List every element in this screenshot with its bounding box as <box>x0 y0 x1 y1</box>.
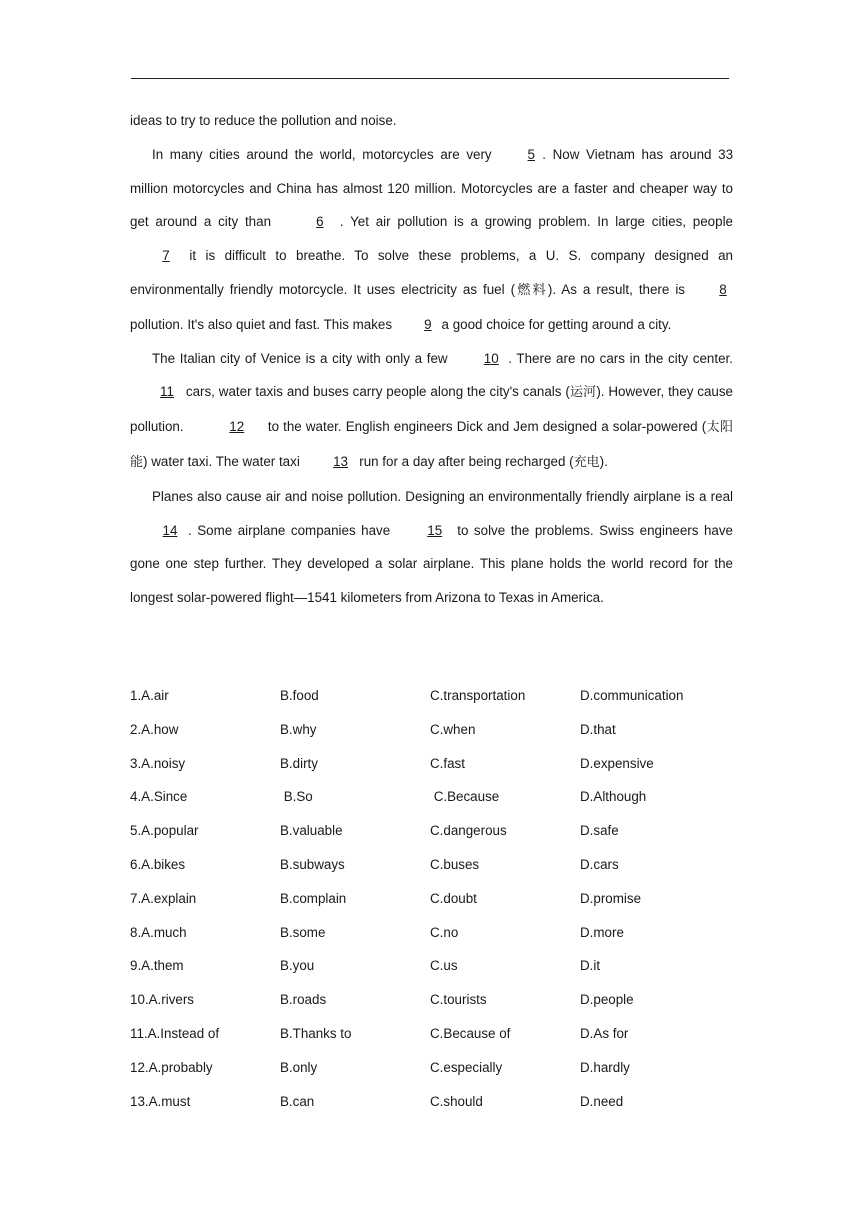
blank-15: 15 <box>427 522 443 538</box>
question-row <box>130 848 740 882</box>
reading-passage <box>130 104 733 615</box>
paragraph-text: pollution. It's also quiet and fast. This makes <box>130 316 396 332</box>
chinese-gloss: 燃料 <box>515 282 548 298</box>
blank-7: 7 <box>162 248 170 264</box>
paragraph-3 <box>130 342 733 480</box>
blank-9: 9 <box>424 316 432 332</box>
question-row <box>130 1051 740 1085</box>
paragraph-text: it is difficult to breathe. To solve these problems, a U. S. company designed an environmentally friendly motorcycle. It uses electricity as fuel ( <box>130 248 733 297</box>
paragraph-text: to solve the problems. Swiss engineers have gone one step further. They developed a solar airplane. This plane holds the world record for the longest solar-powered flight—1541 kilometers from Arizona to Texas in America. <box>130 522 733 606</box>
chinese-gloss: 运河 <box>569 385 597 401</box>
question-row <box>130 713 740 747</box>
option-b[interactable]: B.roads <box>280 992 327 1008</box>
paragraph-text: In many cities around the world, motorcycles are very <box>152 146 499 162</box>
paragraph-text: a good choice for getting around a city. <box>437 316 672 332</box>
option-d[interactable]: D.promise <box>580 890 642 906</box>
question-row <box>130 916 740 950</box>
option-d[interactable]: D.Although <box>580 789 647 805</box>
paragraph-2 <box>130 138 733 342</box>
option-b[interactable]: B.why <box>280 721 317 737</box>
chinese-gloss: 充电 <box>573 454 600 470</box>
option-a[interactable]: 7.A.explain <box>130 890 197 906</box>
paragraph-4 <box>130 480 733 615</box>
paragraph-text: . Some airplane companies have <box>188 522 396 538</box>
paragraph-text: ). As a result, there is <box>547 281 691 297</box>
option-a[interactable]: 1.A.air <box>130 688 169 703</box>
option-c[interactable]: C.us <box>430 958 458 974</box>
blank-14: 14 <box>162 522 178 538</box>
paragraph-text: cars, water taxis and buses carry people along the city's canals ( <box>182 384 570 400</box>
option-d[interactable]: D.people <box>580 992 634 1008</box>
option-c[interactable]: C.no <box>430 924 459 940</box>
option-a[interactable]: 5.A.popular <box>130 823 199 839</box>
paragraph-text: ) water taxi. The water taxi <box>143 453 304 469</box>
option-b[interactable]: B.So <box>280 789 313 805</box>
option-a[interactable]: 2.A.how <box>130 721 179 737</box>
chinese-gloss: 太阳能 <box>130 420 734 470</box>
option-d[interactable]: D.safe <box>580 823 619 839</box>
option-a[interactable]: 13.A.must <box>130 1093 191 1109</box>
option-b[interactable]: B.food <box>280 688 319 703</box>
paragraph-text: ). <box>599 453 608 469</box>
blank-11: 11 <box>160 384 174 400</box>
option-b[interactable]: B.subways <box>280 856 345 872</box>
question-row <box>130 814 740 848</box>
paragraph-text: . Yet air pollution is a growing problem. In large cities, people <box>339 214 733 230</box>
blank-10: 10 <box>483 350 499 366</box>
option-d[interactable]: D.it <box>580 958 601 974</box>
question-row <box>130 780 740 814</box>
paragraph-text: Planes also cause air and noise pollution. Designing an environmentally friendly airplane is a real <box>152 488 733 504</box>
question-row <box>130 1017 740 1051</box>
paragraph-text: ). However, they cause pollution. <box>130 384 733 435</box>
paragraph-text: run for a day after being recharged ( <box>355 453 574 469</box>
question-row <box>130 882 740 916</box>
question-row <box>130 983 740 1017</box>
option-c[interactable]: C.transportation <box>430 688 526 703</box>
option-a[interactable]: 10.A.rivers <box>130 992 194 1008</box>
option-c[interactable]: C.dangerous <box>430 823 507 839</box>
paragraph-text: to the water. English engineers Dick and Jem designed a solar-powered ( <box>263 419 707 435</box>
option-d[interactable]: D.that <box>580 721 616 737</box>
blank-13: 13 <box>333 453 348 469</box>
blank-8: 8 <box>719 281 727 297</box>
option-b[interactable]: B.dirty <box>280 755 318 771</box>
answer-options <box>130 679 740 1118</box>
option-d[interactable]: D.need <box>580 1093 624 1109</box>
option-c[interactable]: C.tourists <box>430 992 487 1008</box>
option-b[interactable]: B.Thanks to <box>280 1025 352 1041</box>
blank-5: 5 <box>527 146 535 162</box>
option-a[interactable]: 11.A.Instead of <box>130 1025 220 1041</box>
option-d[interactable]: D.cars <box>580 856 619 872</box>
option-d[interactable]: D.As for <box>580 1025 629 1041</box>
option-b[interactable]: B.some <box>280 924 326 940</box>
option-b[interactable]: B.can <box>280 1093 315 1109</box>
option-c[interactable]: C.Because <box>430 789 500 805</box>
paragraph-text: The Italian city of Venice is a city with only a few <box>152 350 453 366</box>
question-row <box>130 679 740 713</box>
option-b[interactable]: B.complain <box>280 890 347 906</box>
option-c[interactable]: C.Because of <box>430 1025 511 1041</box>
option-c[interactable]: C.buses <box>430 856 480 872</box>
option-d[interactable]: D.communication <box>580 688 684 703</box>
paragraph-text: . There are no cars in the city center. <box>508 350 733 366</box>
question-row <box>130 1085 740 1119</box>
option-c[interactable]: C.should <box>430 1093 483 1109</box>
option-a[interactable]: 6.A.bikes <box>130 856 186 872</box>
blank-6: 6 <box>316 214 324 230</box>
option-c[interactable]: C.doubt <box>430 890 477 906</box>
question-row <box>130 949 740 983</box>
option-a[interactable]: 12.A.probably <box>130 1059 213 1075</box>
option-b[interactable]: B.only <box>280 1059 318 1075</box>
paragraph-text: ideas to try to reduce the pollution and noise. <box>130 113 397 128</box>
option-d[interactable]: D.expensive <box>580 755 654 771</box>
option-c[interactable]: C.fast <box>430 755 465 771</box>
question-row <box>130 747 740 781</box>
option-c[interactable]: C.especially <box>430 1059 503 1075</box>
blank-12: 12 <box>229 419 245 435</box>
paragraph-1-tail <box>130 104 733 138</box>
header-rule <box>131 78 729 79</box>
option-d[interactable]: D.hardly <box>580 1059 630 1075</box>
option-a[interactable]: 8.A.much <box>130 924 187 940</box>
option-a[interactable]: 4.A.Since <box>130 789 188 805</box>
paragraph-text: . Now Vietnam has around 33 million motorcycles and China has almost 120 million. Motorcycles are a faster and cheaper way to get around a city than <box>130 146 734 230</box>
option-b[interactable]: B.you <box>280 958 315 974</box>
option-a[interactable]: 3.A.noisy <box>130 755 186 771</box>
option-b[interactable]: B.valuable <box>280 823 343 839</box>
option-c[interactable]: C.when <box>430 721 476 737</box>
option-a[interactable]: 9.A.them <box>130 958 184 974</box>
option-d[interactable]: D.more <box>580 924 624 940</box>
